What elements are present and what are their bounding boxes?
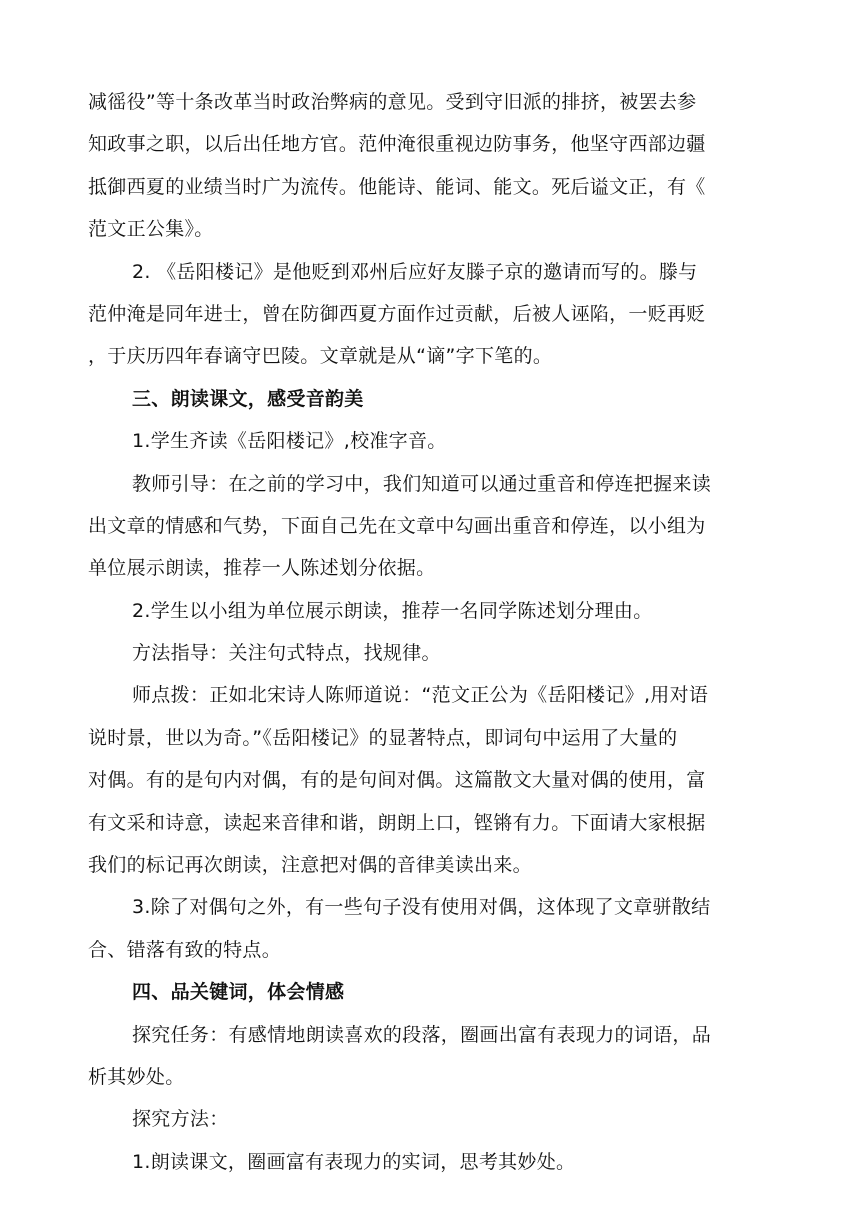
text-line: 范仲淹是同年进士，曾在防御西夏方面作过贡献，后被人诬陷，一贬再贬 <box>88 302 706 325</box>
text-line: 减徭役”等十条改革当时政治弊病的意见。受到守旧派的排挤，被罢去参 <box>88 91 697 113</box>
text-line: 2. 《岳阳楼记》是他贬到邓州后应好友滕子京的邀请而写的。滕与 <box>132 260 698 283</box>
text-line: 3.除了对偶句之外，有一些句子没有使用对偶，这体现了文章骈散结 <box>132 896 711 919</box>
section-heading: 三、朗读课文，感受音韵美 <box>132 387 364 410</box>
text-line: 对偶。有的是句内对偶，有的是句间对偶。这篇散文大量对偶的使用，富 <box>88 769 706 792</box>
text-line: 知政事之职，以后出任地方官。范仲淹很重视边防事务，他坚守西部边疆 <box>88 133 706 156</box>
text-line: 师点拨：正如北宋诗人陈师道说：“范文正公为《岳阳楼记》,用对语 <box>132 684 709 707</box>
section-heading: 四、品关键词，体会情感 <box>132 981 345 1004</box>
text-line: 我们的标记再次朗读，注意把对偶的音律美读出来。 <box>88 854 532 877</box>
text-line: 1.学生齐读《岳阳楼记》,校准字音。 <box>132 430 447 453</box>
text-line: 析其妙处。 <box>88 1065 185 1088</box>
text-line: 出文章的情感和气势，下面自己先在文章中勾画出重音和停连，以小组为 <box>88 514 706 537</box>
text-line: 探究方法： <box>132 1108 229 1131</box>
text-line: ，于庆历四年春谪守巴陵。文章就是从“谪”字下笔的。 <box>88 345 553 368</box>
text-line: 方法指导：关注句式特点，找规律。 <box>132 642 441 665</box>
text-line: 单位展示朗读，推荐一人陈述划分依据。 <box>88 557 436 580</box>
text-line: 教师引导：在之前的学习中，我们知道可以通过重音和停连把握来读 <box>132 472 712 495</box>
text-line: 1.朗读课文，圈画富有表现力的实词，思考其妙处。 <box>132 1150 576 1173</box>
text-line: 范文正公集》。 <box>88 218 214 241</box>
text-line: 说时景，世以为奇。”《岳阳楼记》的显著特点，即词句中运用了大量的 <box>88 726 678 749</box>
text-line: 探究任务：有感情地朗读喜欢的段落，圈画出富有表现力的词语，品 <box>132 1023 712 1046</box>
text-line: 合、错落有致的特点。 <box>88 938 282 961</box>
text-line: 抵御西夏的业绩当时广为流传。他能诗、能词、能文。死后谥文正，有《 <box>88 175 706 198</box>
text-line: 2.学生以小组为单位展示朗读，推荐一名同学陈述划分理由。 <box>132 599 653 622</box>
document-page <box>88 81 778 1183</box>
text-line: 有文采和诗意，读起来音律和谐，朗朗上口，铿锵有力。下面请大家根据 <box>88 811 706 834</box>
